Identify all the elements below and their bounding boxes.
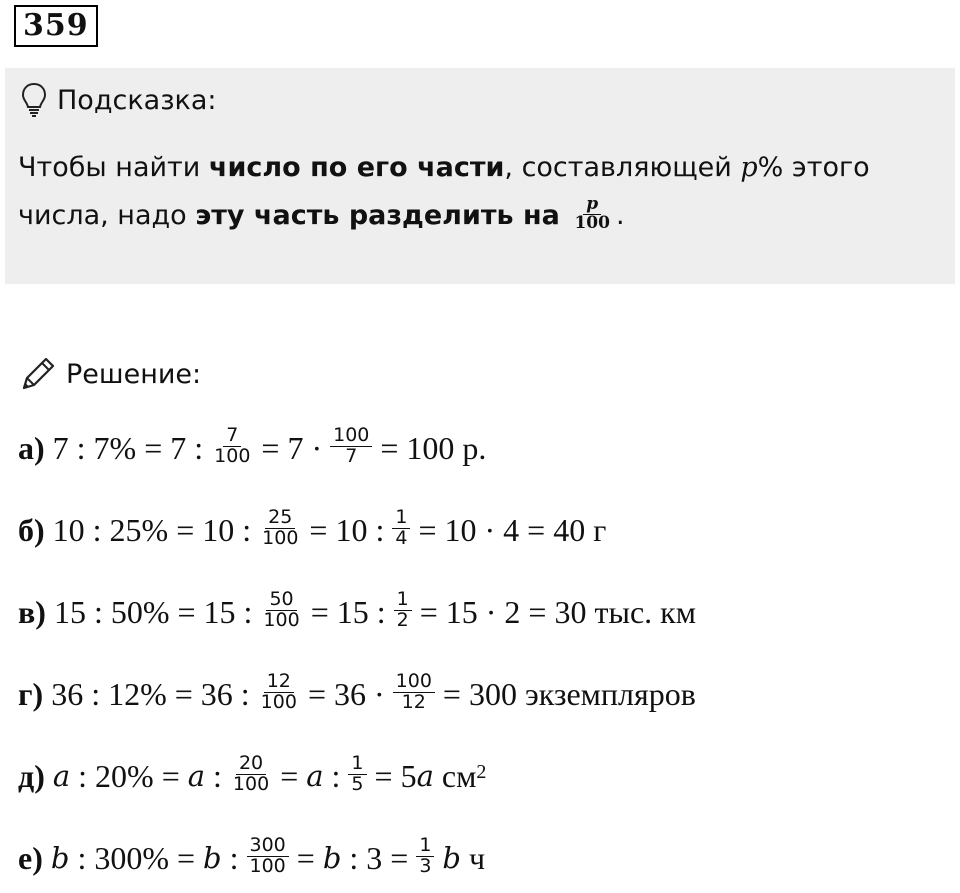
expression-part: = 15 : bbox=[310, 593, 386, 630]
line-label: д) bbox=[18, 757, 45, 794]
hint-text-part: . bbox=[615, 200, 625, 231]
expression-part: 10 : 25% = 10 : bbox=[52, 511, 252, 548]
expression-part: = 300 экземпляров bbox=[442, 675, 696, 712]
fraction-numerator: 20 bbox=[236, 754, 266, 775]
hint-variable: p bbox=[740, 152, 758, 183]
hint-text-part: % этого bbox=[757, 152, 870, 183]
fraction bbox=[348, 751, 366, 795]
expression-part: ч bbox=[461, 839, 486, 876]
variable: a bbox=[52, 759, 71, 793]
fraction-denominator: 100 bbox=[249, 854, 286, 877]
line-label: е) bbox=[18, 839, 43, 876]
solution-header bbox=[18, 352, 201, 396]
expression-part: 36 : 12% = 36 : bbox=[51, 675, 250, 712]
fraction-numerator: p bbox=[583, 196, 601, 215]
expression-part: : 300% = bbox=[69, 839, 204, 876]
hint-header bbox=[21, 80, 217, 120]
fraction bbox=[230, 751, 272, 795]
fraction-denominator: 100 bbox=[263, 608, 300, 631]
problem-number: 359 bbox=[14, 5, 98, 47]
solution-line-d bbox=[18, 746, 486, 806]
expression-part: = bbox=[280, 757, 307, 794]
variable: a bbox=[306, 759, 324, 793]
expression-part: = 15 · 2 = 30 тыс. км bbox=[419, 593, 696, 630]
expression-part: : 3 = bbox=[341, 839, 409, 876]
variable: a bbox=[187, 759, 206, 793]
variable: b bbox=[203, 841, 222, 875]
fraction-numerator: 100 bbox=[393, 672, 435, 693]
hint-bold-part: эту часть разделить на bbox=[195, 200, 560, 231]
fraction bbox=[330, 423, 372, 467]
hint-text-part: Чтобы найти bbox=[18, 152, 209, 183]
expression-part: = 100 р. bbox=[380, 429, 487, 466]
variable: b bbox=[50, 841, 70, 875]
fraction-numerator: 300 bbox=[247, 836, 289, 857]
expression-part: 7 : 7% = 7 : bbox=[52, 429, 204, 466]
variable: b bbox=[322, 841, 342, 875]
lightbulb-icon bbox=[21, 82, 47, 118]
expression-part: : 20% = bbox=[70, 757, 188, 794]
expression-part: : bbox=[221, 839, 239, 876]
line-label: в) bbox=[18, 593, 46, 630]
variable: a bbox=[416, 759, 434, 793]
solution-line-a bbox=[18, 418, 486, 478]
fraction-denominator: 5 bbox=[351, 772, 364, 795]
fraction bbox=[393, 669, 435, 713]
fraction-numerator: 25 bbox=[265, 508, 295, 529]
fraction-numerator: 1 bbox=[394, 590, 412, 611]
expression-part: = 10 · 4 = 40 г bbox=[418, 511, 607, 548]
line-label: а) bbox=[18, 429, 45, 466]
expression-part: = 7 · bbox=[261, 429, 323, 466]
fraction bbox=[258, 669, 300, 713]
superscript: 2 bbox=[476, 760, 487, 783]
pencil-icon bbox=[18, 354, 58, 394]
expression-part: = 36 · bbox=[307, 675, 385, 712]
expression-part: : bbox=[205, 757, 222, 794]
hint-text-part: числа, надо bbox=[18, 200, 196, 231]
variable: b bbox=[442, 841, 461, 875]
fraction-numerator: 1 bbox=[392, 508, 410, 529]
solution-line-e bbox=[18, 828, 485, 888]
line-label: б) bbox=[18, 511, 45, 548]
hint-fraction bbox=[571, 196, 613, 233]
fraction bbox=[416, 833, 434, 877]
hint-bold-part: число по его части bbox=[208, 152, 505, 183]
fraction bbox=[260, 587, 302, 631]
hint-text bbox=[18, 144, 918, 240]
hint-title: Подсказка: bbox=[57, 84, 217, 116]
solution-line-v bbox=[18, 582, 696, 642]
fraction-denominator: 100 bbox=[262, 526, 299, 549]
solution-title: Решение: bbox=[66, 358, 202, 390]
fraction-denominator: 3 bbox=[419, 854, 432, 877]
fraction-numerator: 7 bbox=[223, 426, 241, 447]
expression-part: : bbox=[323, 757, 341, 794]
fraction bbox=[259, 505, 301, 549]
expression-part: 15 : 50% = 15 : bbox=[53, 593, 253, 630]
fraction-numerator: 12 bbox=[264, 672, 294, 693]
expression-part: = bbox=[296, 839, 323, 876]
fraction-numerator: 50 bbox=[266, 590, 296, 611]
fraction bbox=[211, 423, 253, 467]
fraction-denominator: 12 bbox=[401, 690, 426, 713]
fraction-denominator: 4 bbox=[395, 526, 408, 549]
expression-part: см bbox=[433, 757, 477, 794]
solution-line-g bbox=[18, 664, 696, 724]
hint-text-part: , составляющей bbox=[504, 152, 741, 183]
fraction bbox=[247, 833, 289, 877]
fraction-numerator: 1 bbox=[416, 836, 434, 857]
fraction-denominator: 100 bbox=[574, 213, 610, 233]
expression-part: = 10 : bbox=[309, 511, 385, 548]
fraction-numerator: 100 bbox=[330, 426, 372, 447]
fraction-denominator: 7 bbox=[345, 444, 358, 467]
fraction-denominator: 100 bbox=[232, 772, 270, 795]
expression-part: = 5 bbox=[374, 757, 417, 794]
fraction bbox=[394, 587, 412, 631]
fraction bbox=[392, 505, 410, 549]
fraction-denominator: 2 bbox=[396, 608, 409, 631]
hint-box bbox=[5, 68, 955, 284]
fraction-denominator: 100 bbox=[260, 690, 297, 713]
solution-line-b bbox=[18, 500, 606, 560]
fraction-numerator: 1 bbox=[348, 754, 366, 775]
line-label: г) bbox=[18, 675, 44, 712]
fraction-denominator: 100 bbox=[214, 444, 251, 467]
